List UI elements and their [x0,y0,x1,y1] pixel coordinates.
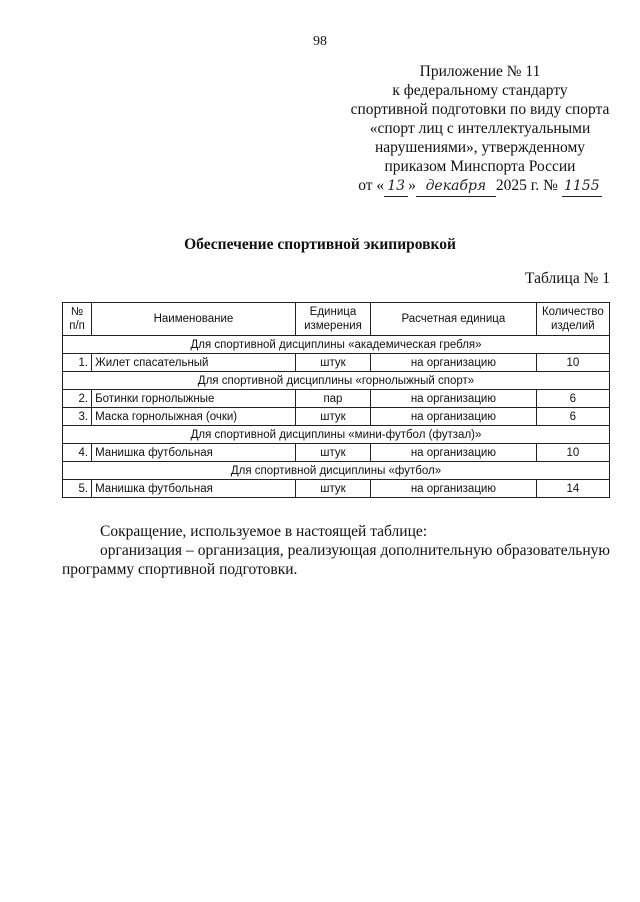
order-date-line [330,176,630,197]
table-row [63,480,610,498]
cell-name: Ботинки горнолыжные [92,390,296,408]
cell-num: 4. [63,444,92,462]
table-label: Таблица № 1 [525,270,610,287]
cell-qty: 10 [536,444,609,462]
cell-qty: 14 [536,480,609,498]
appendix-line: «спорт лиц с интеллектуальными [369,120,591,137]
header-num: № п/п [63,303,92,336]
appendix-header [330,62,630,197]
header-name: Наименование [92,303,296,336]
cell-num: 1. [63,354,92,372]
abbreviation-note [62,522,610,579]
equipment-table [62,302,610,498]
document-title: Обеспечение спортивной экипировкой [184,236,456,253]
section-row [63,462,610,480]
section-title: Для спортивной дисциплины «горнолыжный спорт» [63,372,610,390]
note-heading: Сокращение, используемое в настоящей таблице: [100,523,428,540]
appendix-line: к федеральному стандарту [392,82,568,99]
cell-num: 5. [63,480,92,498]
order-year: 2025 г. № [495,177,558,194]
section-title: Для спортивной дисциплины «мини-футбол (футзал)» [63,426,610,444]
handwritten-month: декабря [416,177,496,197]
cell-calc: на организацию [371,444,537,462]
appendix-line: нарушениями», утвержденному [374,139,586,156]
table-row [63,444,610,462]
section-row [63,372,610,390]
cell-num: 2. [63,390,92,408]
cell-unit: штук [295,408,370,426]
cell-unit: штук [295,354,370,372]
order-date-prefix: от « [358,177,385,194]
cell-name: Маска горнолыжная (очки) [92,408,296,426]
appendix-line: спортивной подготовки по виду спорта [350,101,610,118]
table-row [63,354,610,372]
table-header-row [63,303,610,336]
cell-calc: на организацию [371,480,537,498]
cell-calc: на организацию [371,354,537,372]
handwritten-order-number: 1155 [562,177,602,197]
section-row [63,426,610,444]
cell-num: 3. [63,408,92,426]
appendix-line: Приложение № 11 [419,63,541,80]
section-title: Для спортивной дисциплины «академическая гребля» [63,336,610,354]
note-definition: организация – организация, реализующая дополнительную образовательную программу спортивной подготовки. [62,542,610,578]
cell-qty: 10 [536,354,609,372]
section-row [63,336,610,354]
handwritten-day: 13 [384,177,408,197]
header-calc: Расчетная единица [371,303,537,336]
order-date-quote: » [408,177,416,194]
cell-name: Жилет спасательный [92,354,296,372]
page-number: 98 [313,34,327,49]
section-title: Для спортивной дисциплины «футбол» [63,462,610,480]
cell-name: Манишка футбольная [92,444,296,462]
cell-unit: пар [295,390,370,408]
cell-calc: на организацию [371,408,537,426]
table-row [63,390,610,408]
cell-unit: штук [295,480,370,498]
appendix-line: приказом Минспорта России [384,158,576,175]
cell-qty: 6 [536,390,609,408]
cell-qty: 6 [536,408,609,426]
header-unit: Единица измерения [295,303,370,336]
cell-name: Манишка футбольная [92,480,296,498]
table-row [63,408,610,426]
header-qty: Количество изделий [536,303,609,336]
cell-calc: на организацию [371,390,537,408]
cell-unit: штук [295,444,370,462]
